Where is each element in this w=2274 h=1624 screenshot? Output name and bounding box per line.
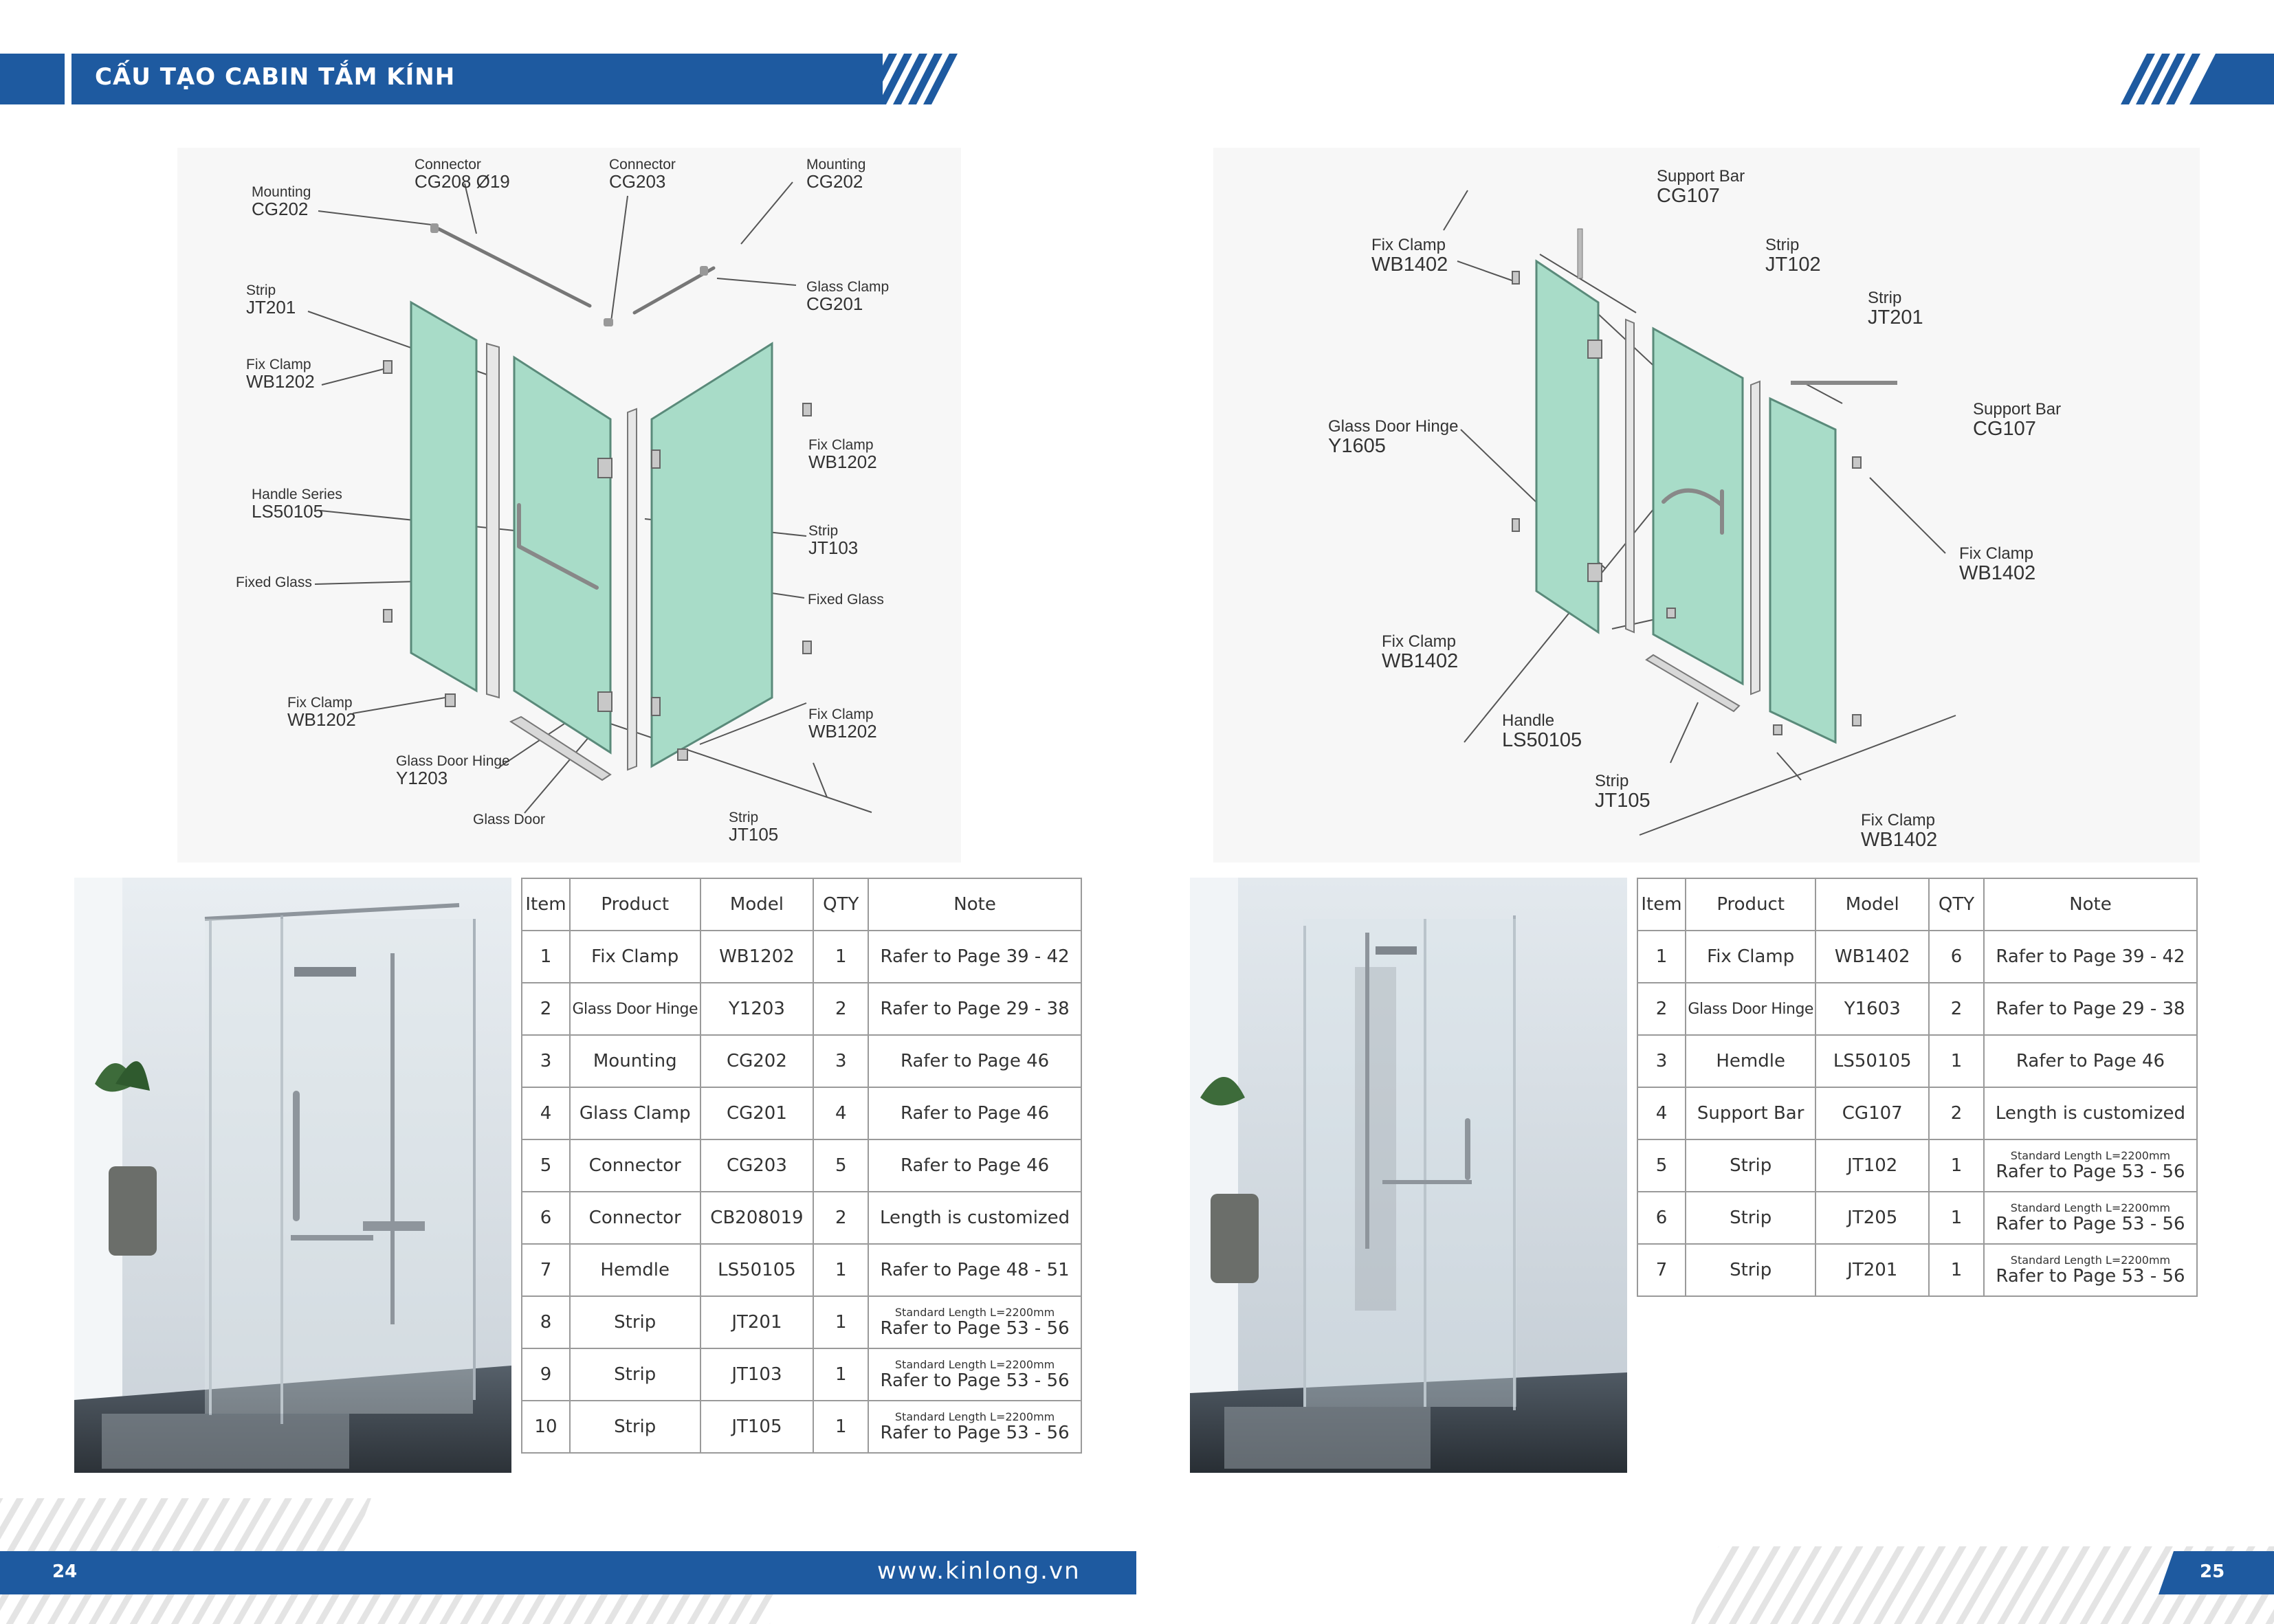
table-row: 4 Support Bar CG107 2 Length is customized [1637, 1087, 2197, 1139]
table-row: 8 Strip JT201 1 Standard Length L=2200mm Rafer to Page 53 - 56 [522, 1296, 1081, 1348]
label-glass-door: Glass Door [473, 812, 546, 827]
table-row: 2 Glass Door Hinge Y1203 2 Rafer to Page 29 - 38 [522, 983, 1081, 1035]
header-stripes-right [2121, 54, 2274, 104]
label-fix-clamp-wb1402-d: Fix Clamp WB1402 [1861, 811, 1938, 851]
label-support-bar-cg107-a: Support Bar CG107 [1657, 167, 1745, 207]
left-exploded-diagram [177, 148, 961, 863]
table-row: 10 Strip JT105 1 Standard Length L=2200mm Rafer to Page 53 - 56 [522, 1401, 1081, 1453]
table-row: 6 Strip JT205 1 Standard Length L=2200mm Rafer to Page 53 - 56 [1637, 1192, 2197, 1244]
label-mounting-cg202-a: Mounting CG202 [252, 184, 311, 219]
table-header-row [1637, 878, 2197, 931]
right-parts-table [1637, 878, 2198, 1297]
table-row: 3 Hemdle LS50105 1 Rafer to Page 46 [1637, 1035, 2197, 1087]
label-connector-cg203: Connector CG203 [609, 157, 676, 192]
col-note: Note [1984, 878, 2197, 931]
col-note: Note [868, 878, 1081, 931]
header-stripes-left [863, 54, 959, 104]
page-number-left: 24 [52, 1561, 78, 1582]
table-row: 1 Fix Clamp WB1202 1 Rafer to Page 39 - 42 [522, 931, 1081, 983]
right-diagram-drawing [1213, 148, 2200, 863]
header-bar-left [0, 54, 65, 104]
table-row: 3 Mounting CG202 3 Rafer to Page 46 [522, 1035, 1081, 1087]
label-handle-ls50105: Handle LS50105 [1502, 711, 1582, 751]
label-glass-door-hinge-y1203: Glass Door Hinge Y1203 [396, 753, 510, 788]
label-support-bar-cg107-b: Support Bar CG107 [1973, 400, 2062, 440]
col-item: Item [1637, 878, 1686, 931]
table-header-row [522, 878, 1081, 931]
table-row: 4 Glass Clamp CG201 4 Rafer to Page 46 [522, 1087, 1081, 1139]
col-qty: QTY [813, 878, 868, 931]
label-fix-clamp-wb1202-b: Fix Clamp WB1202 [808, 437, 877, 472]
label-glass-clamp-cg201: Glass Clamp CG201 [806, 279, 890, 314]
col-item: Item [522, 878, 570, 931]
left-parts-table [521, 878, 1082, 1454]
label-fixed-glass-right: Fixed Glass [808, 592, 884, 608]
label-connector-cg208: Connector CG208 Ø19 [415, 157, 510, 192]
col-model: Model [1815, 878, 1929, 931]
col-product: Product [570, 878, 700, 931]
label-strip-jt103: Strip JT103 [808, 523, 859, 558]
right-exploded-diagram [1213, 148, 2200, 863]
label-fix-clamp-wb1202-c: Fix Clamp WB1202 [287, 695, 356, 730]
label-strip-jt105: Strip JT105 [729, 810, 779, 845]
col-qty: QTY [1929, 878, 1984, 931]
left-shower-photo [74, 878, 511, 1473]
label-fix-clamp-wb1402-b: Fix Clamp WB1402 [1959, 544, 2036, 584]
page-number-right: 25 [2200, 1561, 2225, 1582]
table-row: 7 Strip JT201 1 Standard Length L=2200mm Rafer to Page 53 - 56 [1637, 1244, 2197, 1296]
table-row: 5 Connector CG203 5 Rafer to Page 46 [522, 1139, 1081, 1192]
table-row: 7 Hemdle LS50105 1 Rafer to Page 48 - 51 [522, 1244, 1081, 1296]
left-shower-illustration [74, 878, 511, 1473]
label-strip-jt201: Strip JT201 [1868, 289, 1923, 329]
right-shower-photo [1190, 878, 1627, 1473]
label-strip-jt102: Strip JT102 [1765, 236, 1821, 276]
website-link[interactable]: www.kinlong.vn [877, 1557, 1081, 1585]
right-shower-illustration [1190, 878, 1627, 1473]
col-product: Product [1686, 878, 1815, 931]
label-fixed-glass-left: Fixed Glass [236, 575, 312, 590]
table-row: 5 Strip JT102 1 Standard Length L=2200mm Rafer to Page 53 - 56 [1637, 1139, 2197, 1192]
label-mounting-cg202-b: Mounting CG202 [806, 157, 866, 192]
label-fix-clamp-wb1402-c: Fix Clamp WB1402 [1382, 632, 1459, 672]
label-fix-clamp-wb1202-a: Fix Clamp WB1202 [246, 357, 315, 392]
label-handle-series: Handle Series LS50105 [252, 487, 342, 522]
table-row: 2 Glass Door Hinge Y1603 2 Rafer to Page 29 - 38 [1637, 983, 2197, 1035]
label-fix-clamp-wb1402-a: Fix Clamp WB1402 [1371, 236, 1448, 276]
table-row: 1 Fix Clamp WB1402 6 Rafer to Page 39 - 42 [1637, 931, 2197, 983]
table-row: 9 Strip JT103 1 Standard Length L=2200mm Rafer to Page 53 - 56 [522, 1348, 1081, 1401]
label-strip-jt201: Strip JT201 [246, 282, 296, 318]
page-title: CẤU TẠO CABIN TẮM KÍNH [95, 63, 456, 91]
table-row: 6 Connector CB208019 2 Length is customized [522, 1192, 1081, 1244]
col-model: Model [700, 878, 814, 931]
label-fix-clamp-wb1202-d: Fix Clamp WB1202 [808, 707, 877, 742]
label-strip-jt105: Strip JT105 [1595, 772, 1651, 812]
label-glass-door-hinge-y1605: Glass Door Hinge Y1605 [1328, 417, 1459, 457]
